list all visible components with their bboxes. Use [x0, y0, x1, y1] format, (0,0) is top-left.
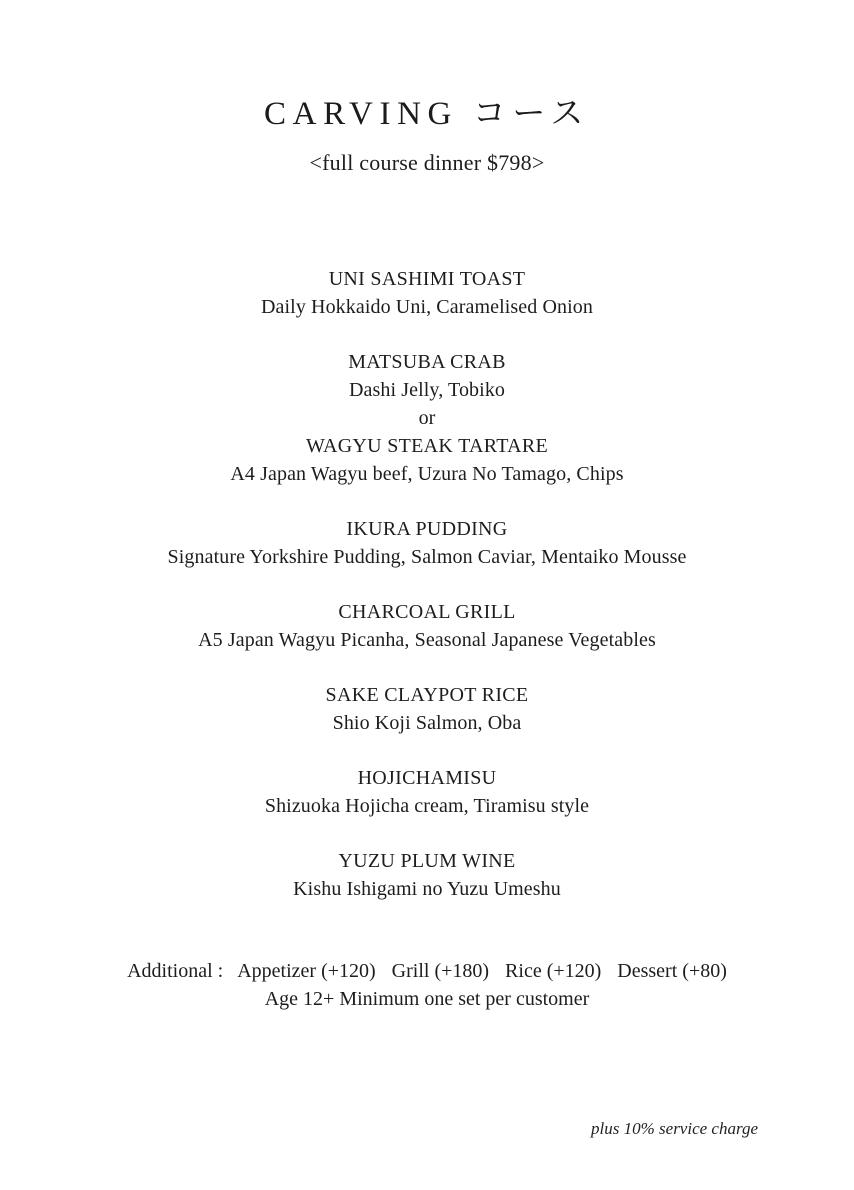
course-description: Kishu Ishigami no Yuzu Umeshu	[293, 878, 561, 900]
course-name: UNI SASHIMI TOAST	[328, 268, 526, 290]
course-name: YUZU PLUM WINE	[338, 850, 516, 872]
age-minimum-note: Age 12+ Minimum one set per customer	[264, 988, 590, 1010]
additional-options-line	[0, 957, 854, 985]
course-name: SAKE CLAYPOT RICE	[325, 684, 529, 706]
course-yuzu-plum-wine	[0, 847, 854, 903]
course-description: Dashi Jelly, Tobiko	[348, 379, 506, 401]
service-charge-note: plus 10% service charge	[591, 1119, 758, 1138]
additional-option-grill: Grill (+180)	[391, 960, 490, 982]
additional-option-dessert: Dessert (+80)	[617, 960, 727, 982]
page-subtitle: <full course dinner $798>	[309, 150, 545, 175]
course-matsuba-crab-or-wagyu-tartare	[0, 348, 854, 488]
additional-options-block	[0, 957, 854, 1013]
course-description: Daily Hokkaido Uni, Caramelised Onion	[261, 296, 593, 318]
course-name: CHARCOAL GRILL	[338, 601, 516, 623]
course-alt-name: WAGYU STEAK TARTARE	[305, 435, 549, 457]
course-charcoal-grill	[0, 598, 854, 654]
course-uni-sashimi-toast	[0, 265, 854, 321]
course-name: IKURA PUDDING	[346, 518, 508, 540]
additional-option-rice: Rice (+120)	[505, 960, 602, 982]
additional-label: Additional :	[127, 960, 224, 982]
course-alt-description: A4 Japan Wagyu beef, Uzura No Tamago, Chips	[230, 463, 624, 485]
course-hojichamisu	[0, 764, 854, 820]
course-description: A5 Japan Wagyu Picanha, Seasonal Japanese Vegetables	[198, 629, 656, 651]
additional-option-appetizer: Appetizer (+120)	[237, 960, 376, 982]
course-description: Shizuoka Hojicha cream, Tiramisu style	[264, 795, 590, 817]
page-title: CARVING コース	[264, 96, 590, 132]
course-name: HOJICHAMISU	[357, 767, 497, 789]
course-name: MATSUBA CRAB	[348, 351, 506, 373]
course-sake-claypot-rice	[0, 681, 854, 737]
course-or-label: or	[418, 407, 436, 429]
course-description: Shio Koji Salmon, Oba	[332, 712, 522, 734]
course-description: Signature Yorkshire Pudding, Salmon Caviar, Mentaiko Mousse	[167, 546, 687, 568]
course-ikura-pudding	[0, 515, 854, 571]
course-list	[0, 265, 854, 903]
